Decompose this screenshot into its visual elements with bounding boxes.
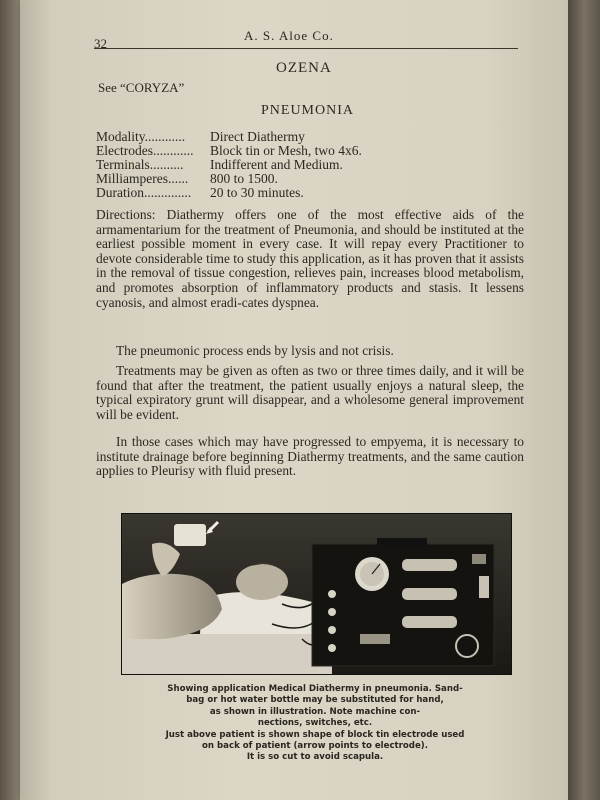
heading-pneumonia: PNEUMONIA xyxy=(261,103,354,118)
spec-label: Terminals.......... xyxy=(96,157,184,172)
spec-label: Duration.............. xyxy=(96,185,192,200)
spec-row-duration xyxy=(96,186,304,200)
paragraph-lysis: The pneumonic process ends by lysis and not crisis. xyxy=(116,343,394,358)
see-also-note: See “CORYZA” xyxy=(98,80,185,95)
page-edge-shadow xyxy=(568,0,600,800)
patient-head xyxy=(236,564,288,600)
paragraph-empyema: In those cases which may have progressed to empyema, it is necessary to institute drainage before beginning Diathermy treatments, and the same caution applies to Pleurisy with fluid present. xyxy=(96,434,524,479)
spec-label: Milliamperes...... xyxy=(96,171,189,186)
spec-row-electrodes xyxy=(96,144,362,158)
caption-line: It is so cut to avoid scapula. xyxy=(246,752,384,763)
figure-caption xyxy=(120,684,510,764)
caption-line: nections, switches, etc. xyxy=(257,718,373,729)
spec-value: Indifferent and Medium. xyxy=(210,157,343,172)
spec-value: Direct Diathermy xyxy=(210,129,305,144)
caption-line: Just above patient is shown shape of block tin electrode used xyxy=(165,729,465,740)
heading-ozena: OZENA xyxy=(276,60,332,76)
spec-value: 20 to 30 minutes. xyxy=(210,185,304,200)
terminal-knob xyxy=(328,590,336,598)
paragraph-treatments: Treatments may be given as often as two or three times daily, and it will be found that after the treatment, the patient usually enjoys a natural sleep, the typical expiratory grunt will disappear, and a wholesome general improvement will be evident. xyxy=(96,363,524,422)
caption-line: Showing application Medical Diathermy in pneumonia. Sand- xyxy=(167,684,463,694)
spec-row-milliamperes xyxy=(96,172,278,186)
running-title: A. S. Aloe Co. xyxy=(244,28,334,43)
caption-line: on back of patient (arrow points to electrode). xyxy=(202,741,428,752)
spec-value: Block tin or Mesh, two 4x6. xyxy=(210,143,362,158)
tube xyxy=(402,559,457,571)
spec-label: Electrodes............ xyxy=(96,143,194,158)
electrode-shape xyxy=(174,524,206,546)
caption-line: as shown in illustration. Note machine con- xyxy=(209,706,421,717)
photo-illustration xyxy=(122,514,511,674)
page-header xyxy=(94,28,518,49)
spec-row-terminals xyxy=(96,158,343,172)
paragraph-directions: Directions: Diathermy offers one of the most effective aids of the armamentarium for the treatment of Pneumonia, and should be instituted at the earliest possible moment in every case. It will repay every Practitioner to devote considerable time to study this application, as it has proven that it assists in the removal of tissue congestion, relieves pain, increases blood metabolism, and promotes absorption of inflammatory products and stasis. It lessens cyanosis, and almost eradi-cates dyspnea. xyxy=(96,207,524,310)
page-number: 32 xyxy=(94,36,107,51)
spec-value: 800 to 1500. xyxy=(210,171,278,186)
book-spine-shadow xyxy=(0,0,20,800)
spec-label: Modality............ xyxy=(96,129,186,144)
caption-line: bag or hot water bottle may be substituted for hand, xyxy=(186,695,444,706)
spec-row-modality xyxy=(96,130,305,144)
diathermy-photograph xyxy=(121,513,512,675)
